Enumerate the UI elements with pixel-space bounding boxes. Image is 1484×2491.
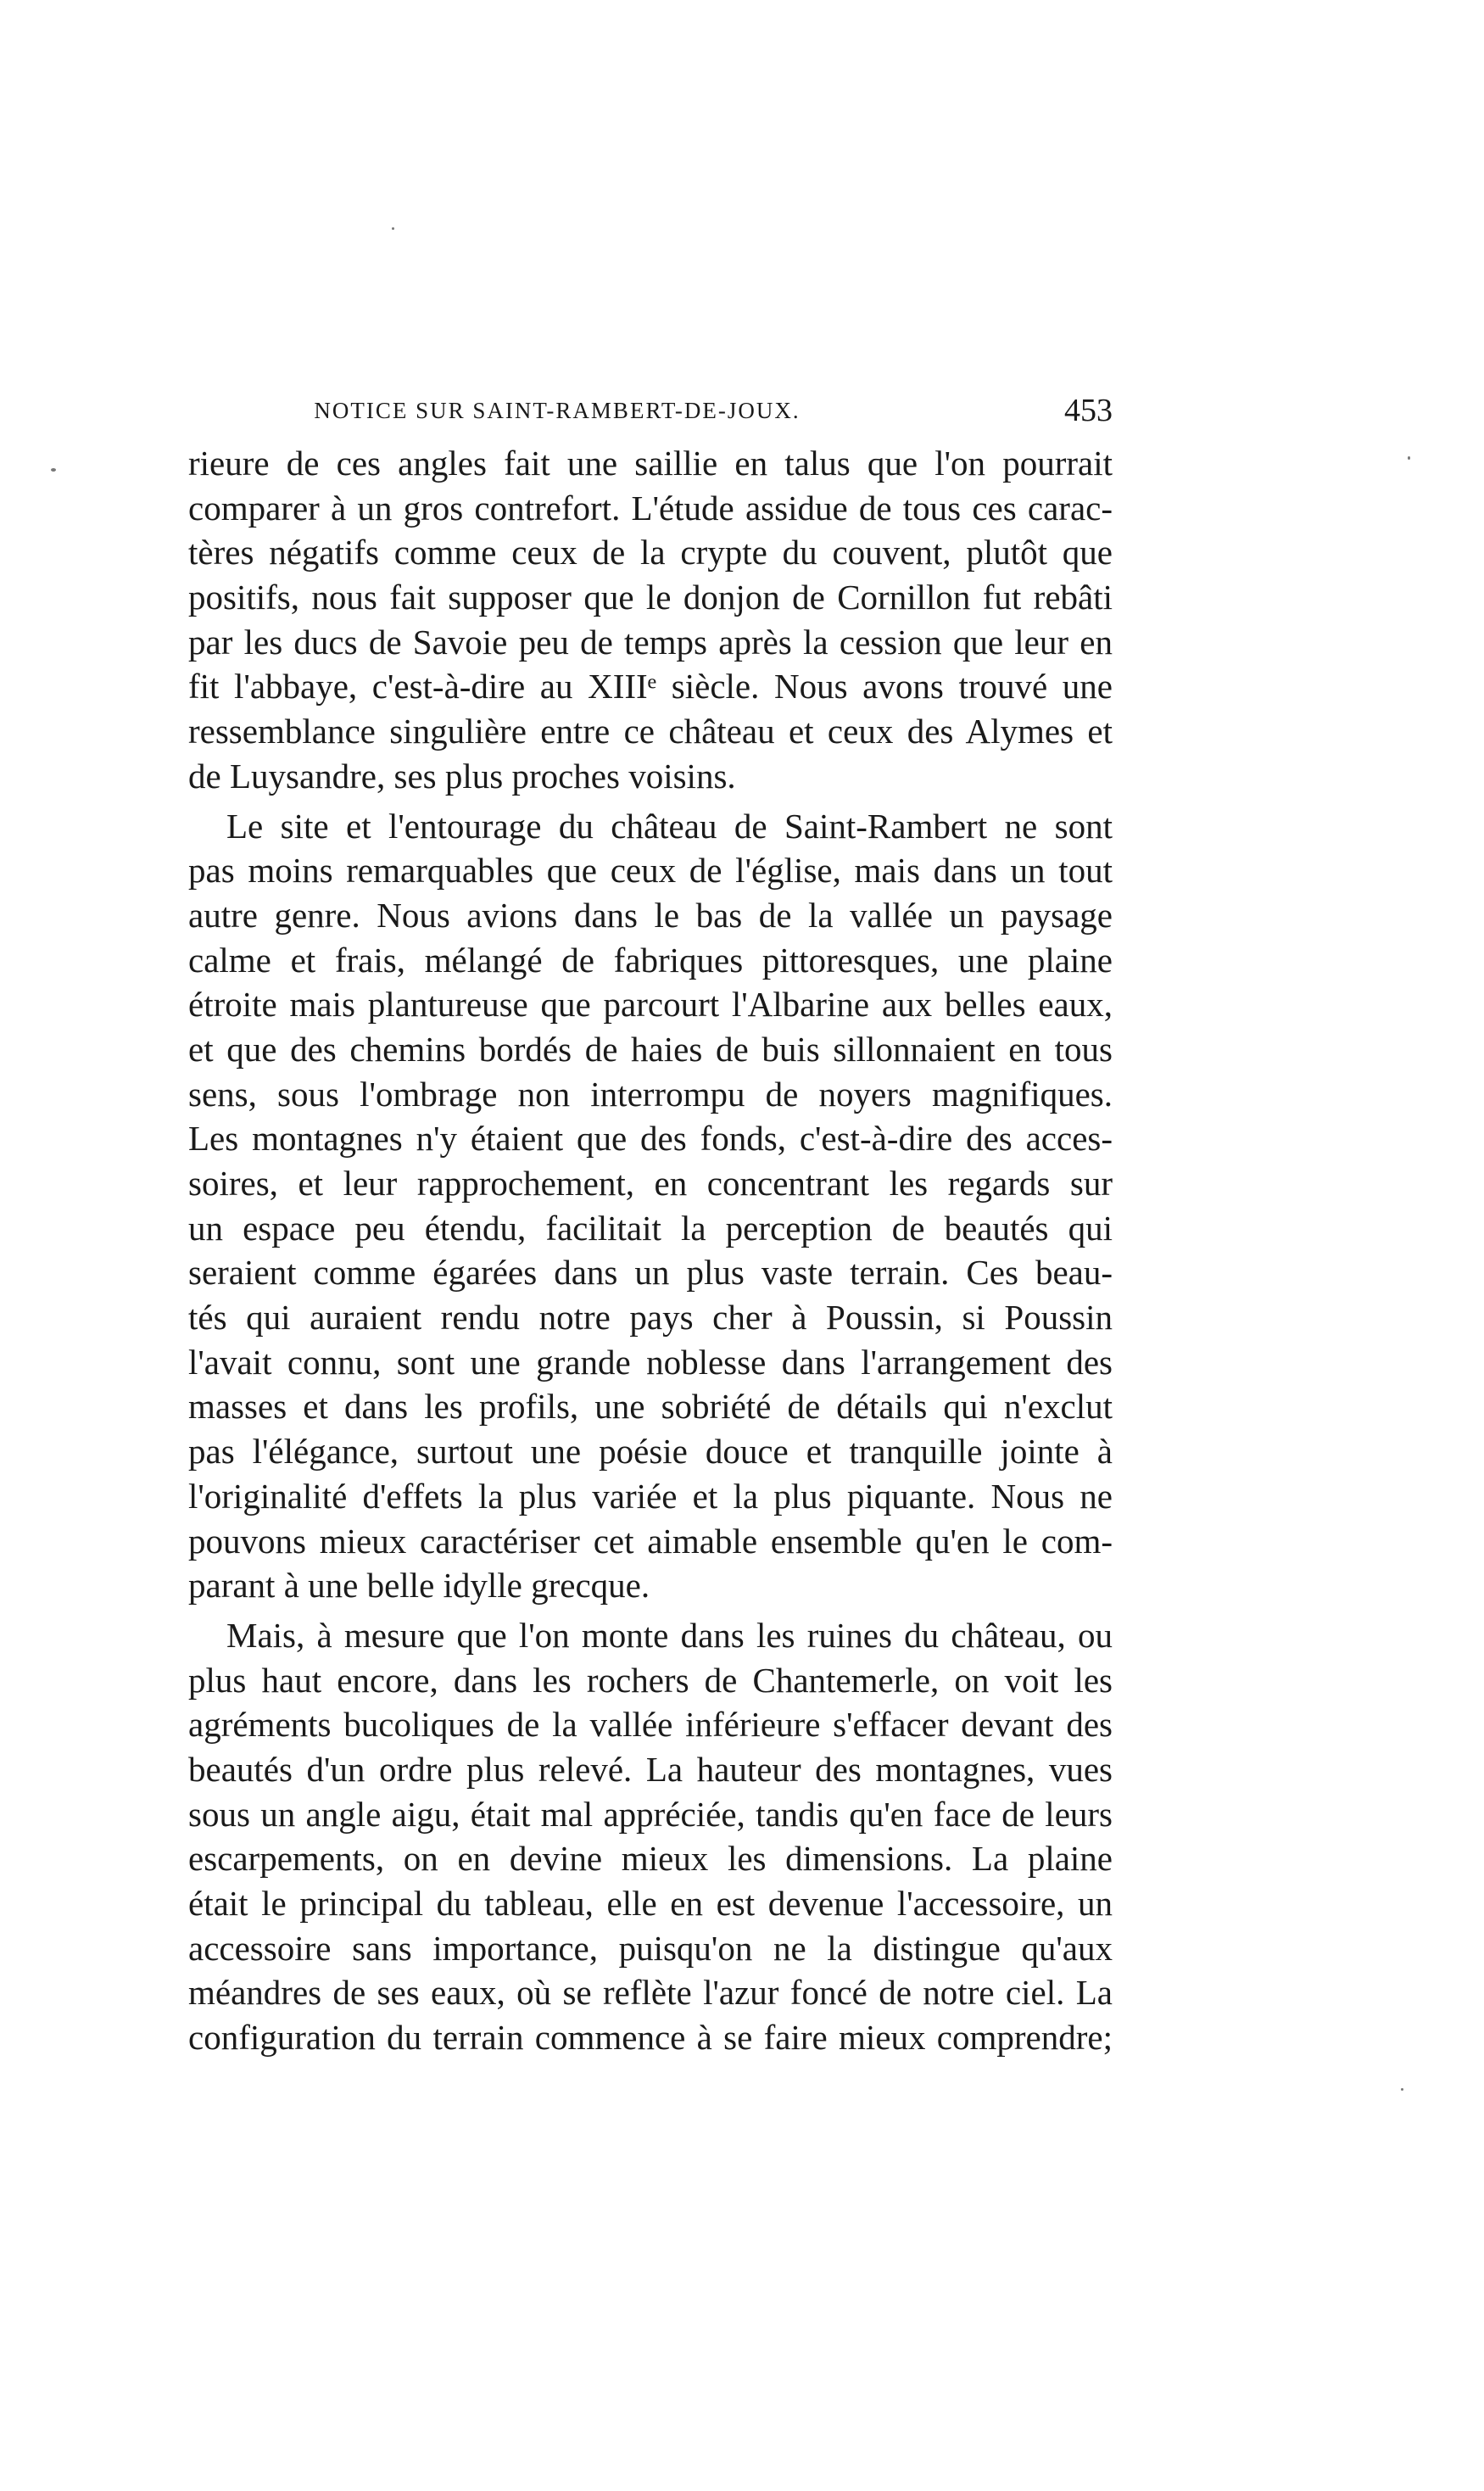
text-line: pas moins remarquables que ceux de l'église, mais dans un tout [188,851,1113,891]
text-line: beautés d'un ordre plus relevé. La hauteur des montagnes, vues [188,1749,1113,1789]
scan-speck [51,468,56,472]
text-line: tés qui auraient rendu notre pays cher à Poussin, si Poussin [188,1298,1113,1338]
running-title: NOTICE SUR SAINT-RAMBERT-DE-JOUX. [314,398,801,423]
running-head [188,392,1113,429]
text-line: ressemblance singulière entre ce château et ceux des Alymes et [188,712,1113,751]
text-line: masses et dans les profils, une sobriété de détails qui n'exclut [188,1387,1113,1427]
text-line: parant à une belle idylle grecque. [188,1566,650,1606]
text-line: sous un angle aigu, était mal appréciée, tandis qu'en face de leurs [188,1794,1113,1834]
paragraph-3 [188,1613,1113,2060]
text-line: par les ducs de Savoie peu de temps après la cession que leur en [188,622,1113,662]
text-line: sens, sous l'ombrage non interrompu de noyers magnifiques. [188,1074,1113,1114]
text-line: agréments bucoliques de la vallée inférieure s'effacer devant des [188,1705,1113,1745]
paragraph-2 [188,804,1113,1608]
text-line: plus haut encore, dans les rochers de Chantemerle, on voit les [188,1660,1113,1700]
text-line: pas l'élégance, surtout une poésie douce et tranquille jointe à [188,1432,1113,1472]
text-line: configuration du terrain commence à se faire mieux comprendre; [188,2018,1113,2058]
text-line: Mais, à mesure que l'on monte dans les ruines du château, ou [226,1615,1113,1655]
text-line: calme et frais, mélangé de fabriques pittoresques, une plaine [188,940,1113,980]
text-line: rieure de ces angles fait une saillie en talus que l'on pourrait [188,444,1113,483]
text-line: comparer à un gros contrefort. L'étude assidue de tous ces carac- [188,488,1113,528]
text-line: était le principal du tableau, elle en est devenue l'accessoire, un [188,1884,1113,1923]
text-line: de Luysandre, ses plus proches voisins. [188,756,736,796]
scan-speck [392,227,394,230]
scan-speck [1401,2088,1403,2091]
scan-speck [1408,456,1410,460]
text-line: un espace peu étendu, facilitait la perception de beautés qui [188,1208,1113,1248]
text-line: étroite mais plantureuse que parcourt l'Albarine aux belles eaux, [188,985,1113,1025]
text-line: l'avait connu, sont une grande noblesse dans l'arrangement des [188,1342,1113,1382]
text-line: seraient comme égarées dans un plus vaste terrain. Ces beau- [188,1253,1113,1293]
text-line: Les montagnes n'y étaient que des fonds, c'est-à-dire des acces- [188,1119,1113,1159]
text-line: accessoire sans importance, puisqu'on ne la distingue qu'aux [188,1928,1113,1968]
page-number: 453 [1064,393,1113,428]
text-line: Le site et l'entourage du château de Saint-Rambert ne sont [226,806,1113,846]
text-line: autre genre. Nous avions dans le bas de la vallée un paysage [188,895,1113,935]
text-line: tères négatifs comme ceux de la crypte du couvent, plutôt que [188,533,1113,572]
text-line: soires, et leur rapprochement, en concentrant les regards sur [188,1164,1113,1203]
text-line: pouvons mieux caractériser cet aimable ensemble qu'en le com- [188,1521,1113,1561]
text-line: méandres de ses eaux, où se reflète l'azur foncé de notre ciel. La [188,1973,1113,2013]
text-line: fit l'abbaye, c'est-à-dire au XIIIᵉ siècle. Nous avons trouvé une [188,667,1113,707]
text-line: positifs, nous fait supposer que le donjon de Cornillon fut rebâti [188,578,1113,617]
text-line: escarpements, on en devine mieux les dimensions. La plaine [188,1839,1113,1879]
text-line: l'originalité d'effets la plus variée et la plus piquante. Nous ne [188,1476,1113,1516]
text-line: et que des chemins bordés de haies de buis sillonnaient en tous [188,1029,1113,1069]
paragraph-1 [188,441,1113,799]
body-text [188,441,1113,2060]
